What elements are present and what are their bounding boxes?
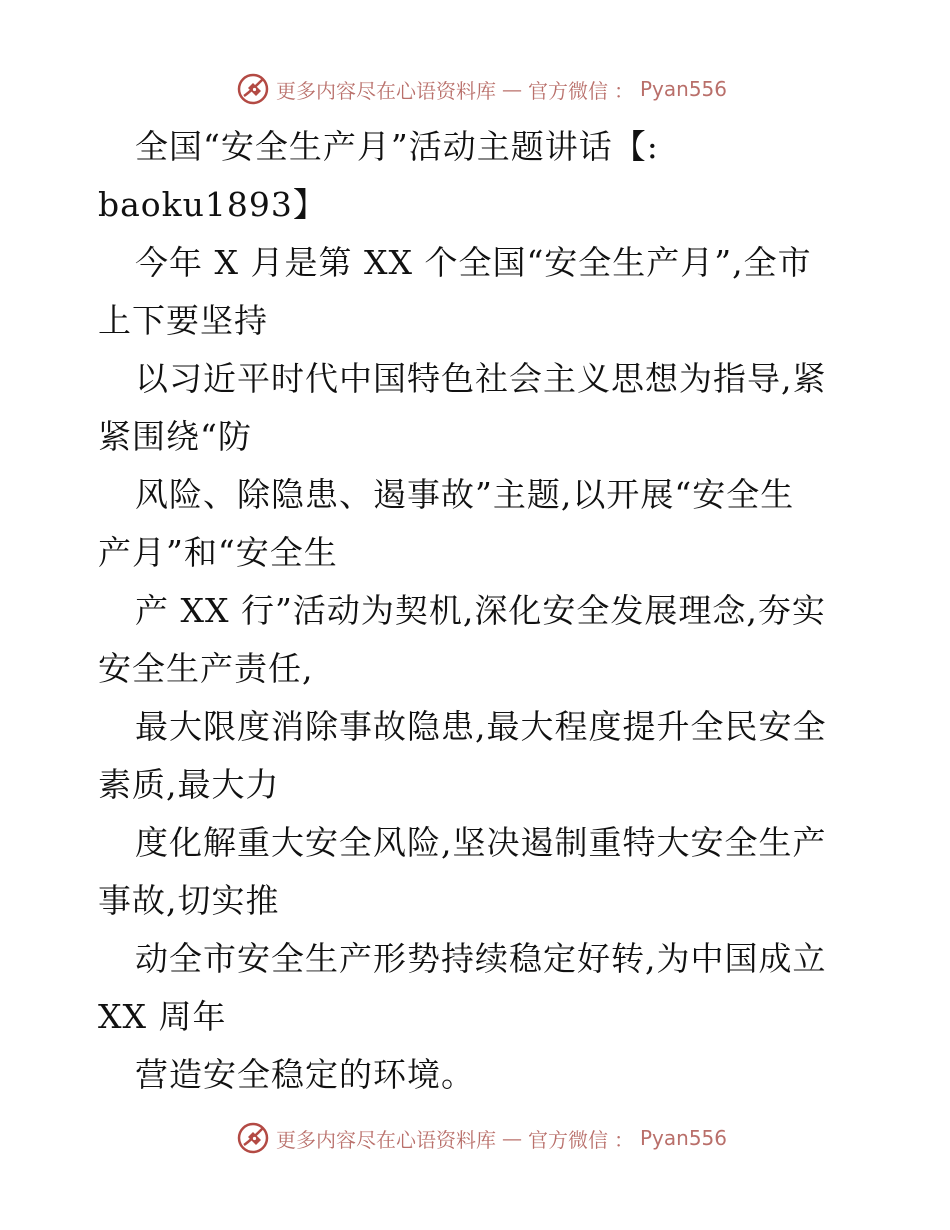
title-line: baoku1893】 [98,185,327,224]
paragraph-line: 安全生产责任, [98,649,314,688]
pen-nib-circle-icon [236,1121,270,1155]
paragraph-line: 动全市安全生产形势持续稳定好转,为中国成立 [135,939,827,978]
banner-text: 更多内容尽在心语资料库 [276,1127,496,1152]
paragraph-line: 产月”和“安全生 [98,533,338,572]
banner-wechat-id: Pyan556 [640,1126,728,1150]
pen-nib-circle-icon [236,72,270,106]
banner-wechat-id: Pyan556 [640,77,728,101]
banner-dash: — [502,1126,522,1150]
banner-separator: ： [614,78,634,103]
paragraph-line: 上下要坚持 [98,301,268,340]
banner-label: 官方微信 [528,78,608,103]
footer-banner [236,1121,756,1155]
header-banner [236,72,756,106]
paragraph-line: 素质,最大力 [98,765,280,804]
banner-label: 官方微信 [528,1127,608,1152]
paragraph-line: 以习近平时代中国特色社会主义思想为指导,紧 [135,359,827,398]
paragraph-line: 营造安全稳定的环境。 [135,1055,475,1094]
document-body [98,118,838,1104]
paragraph-line: 风险、除隐患、遏事故”主题,以开展“安全生 [135,475,795,514]
banner-dash: — [502,77,522,101]
paragraph-line: 产 XX 行”活动为契机,深化安全发展理念,夯实 [135,591,826,630]
title-line: 全国“安全生产月”活动主题讲话【: [135,127,659,166]
paragraph-line: 今年 X 月是第 XX 个全国“安全生产月”,全市 [135,243,812,282]
banner-text: 更多内容尽在心语资料库 [276,78,496,103]
paragraph-line: 事故,切实推 [98,881,280,920]
paragraph-line: 最大限度消除事故隐患,最大程度提升全民安全 [135,707,827,746]
banner-separator: ： [614,1127,634,1152]
paragraph-line: 度化解重大安全风险,坚决遏制重特大安全生产 [135,823,827,862]
paragraph-line: 紧围绕“防 [98,417,252,456]
paragraph-line: XX 周年 [98,997,227,1036]
